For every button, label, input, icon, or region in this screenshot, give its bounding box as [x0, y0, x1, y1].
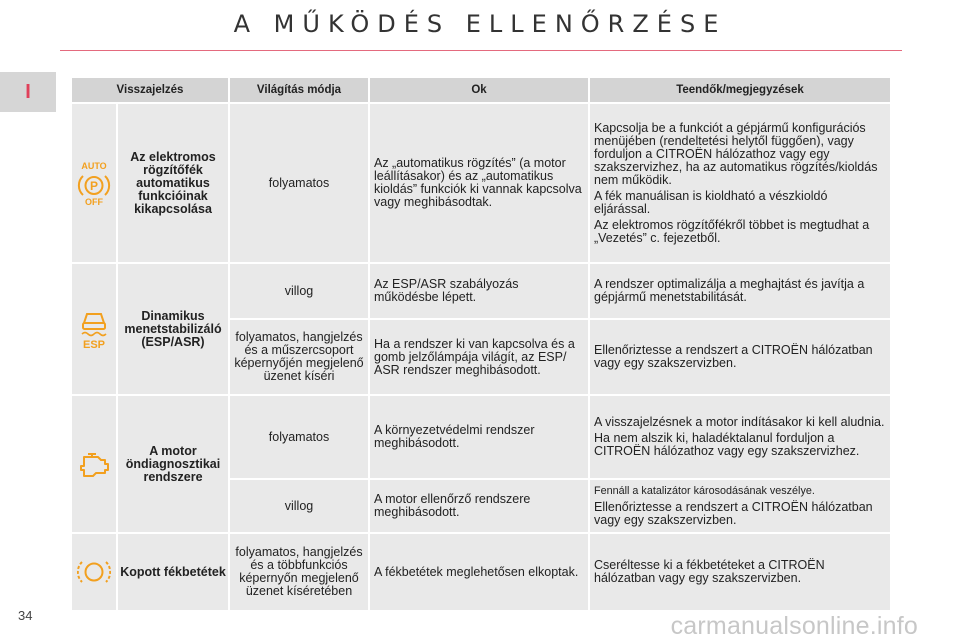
cause-text: A motor ellenőrző rendszere meghibásodott.: [369, 479, 589, 533]
cause-text: A környezetvédelmi rendszer meghibásodott.: [369, 395, 589, 479]
lighting-mode: folyamatos, hangjelzés és a műszercsoport képernyőjén megjelenő üzenet kíséri: [229, 319, 369, 395]
action-paragraph: Kapcsolja be a funkciót a gépjármű konfigurációs menüjében (rendeltetési helytől függően), vagy forduljon a CITROËN hálózathoz vagy egy szakszervizhez, ha az automatikus rögzítés/kioldás nem működik.: [594, 120, 878, 187]
icon-cell: [71, 103, 117, 263]
warning-lights-table: [70, 76, 892, 612]
svg-text:AUTO: AUTO: [81, 161, 107, 171]
cause-text: Az ESP/ASR szabályozás működésbe lépett.: [369, 263, 589, 319]
action-paragraph: Fennáll a katalizátor károsodásának veszélye.: [594, 485, 815, 497]
action-text: [589, 479, 891, 533]
auto-park-brake-icon: [76, 160, 112, 206]
warning-name: Kopott fékbetétek: [117, 533, 229, 611]
header-actions: Teendők/megjegyzések: [589, 77, 891, 103]
cause-text: Az „automatikus rögzítés” (a motor leállításakor) és az „automatikus kioldás” funkciók ki vannak kapcsolva vagy meghibásodtak.: [369, 103, 589, 263]
action-text: [589, 103, 891, 263]
header-warning-light: Visszajelzés: [71, 77, 229, 103]
action-text: [589, 533, 891, 611]
svg-text:OFF: OFF: [85, 197, 103, 206]
svg-text:P: P: [89, 179, 99, 193]
action-paragraph: A visszajelzésnek a motor indításakor ki kell aludnia.: [594, 415, 885, 429]
lighting-mode: villog: [229, 479, 369, 533]
lighting-mode: villog: [229, 263, 369, 319]
action-paragraph: A rendszer optimalizálja a meghajtást és javítja a gépjármű menetstabilitását.: [594, 277, 865, 304]
engine-check-icon: [77, 451, 111, 477]
section-tab: I: [0, 72, 56, 112]
icon-cell: [71, 533, 117, 611]
action-paragraph: Ellenőriztesse a rendszert a CITROËN hálózatban vagy egy szakszervizben.: [594, 500, 873, 527]
action-paragraph: Ha nem alszik ki, haladéktalanul forduljon a CITROËN hálózathoz vagy egy szakszervizhez.: [594, 431, 860, 458]
lighting-mode: folyamatos: [229, 395, 369, 479]
action-paragraph: Ellenőriztesse a rendszert a CITROËN hálózatban vagy egy szakszervizben.: [594, 343, 873, 370]
table-row: [71, 533, 891, 611]
watermark: carmanualsonline.info: [670, 612, 918, 640]
brake-pad-wear-icon: [77, 557, 111, 587]
action-text: [589, 263, 891, 319]
action-text: [589, 319, 891, 395]
table-row: [71, 395, 891, 479]
warning-name: Dinamikus menetstabilizáló (ESP/ASR): [117, 263, 229, 395]
svg-text:ESP: ESP: [82, 339, 106, 349]
table-row: [71, 103, 891, 263]
header-cause: Ok: [369, 77, 589, 103]
lighting-mode: folyamatos, hangjelzés és a többfunkciós képernyőn megjelenő üzenet kíséretében: [229, 533, 369, 611]
table-header-row: [71, 77, 891, 103]
action-paragraph: Az elektromos rögzítőfékről többet is megtudhat a „Vezetés” c. fejezetből.: [594, 217, 870, 245]
title-divider: [60, 50, 902, 51]
action-paragraph: Cseréltesse ki a fékbetéteket a CITROËN hálózatban vagy egy szakszervizben.: [594, 558, 825, 585]
cause-text: A fékbetétek meglehetősen elkoptak.: [369, 533, 589, 611]
icon-cell: [71, 263, 117, 395]
action-paragraph: A fék manuálisan is kioldható a vészkioldó eljárással.: [594, 188, 828, 216]
lighting-mode: folyamatos: [229, 103, 369, 263]
table-row: [71, 263, 891, 319]
page-title: A MŰKÖDÉS ELLENŐRZÉSE: [233, 10, 727, 38]
page-number: 34: [18, 608, 33, 623]
icon-cell: [71, 395, 117, 533]
esp-icon: [79, 309, 109, 349]
cause-text: Ha a rendszer ki van kapcsolva és a gomb jelzőlámpája világít, az ESP/ ASR rendszer meghibásodott.: [369, 319, 589, 395]
header-lighting-mode: Világítás módja: [229, 77, 369, 103]
warning-name: A motor öndiagnosztikai rendszere: [117, 395, 229, 533]
action-text: [589, 395, 891, 479]
warning-name: Az elektromos rögzítőfék automatikus funkcióinak kikapcsolása: [117, 103, 229, 263]
